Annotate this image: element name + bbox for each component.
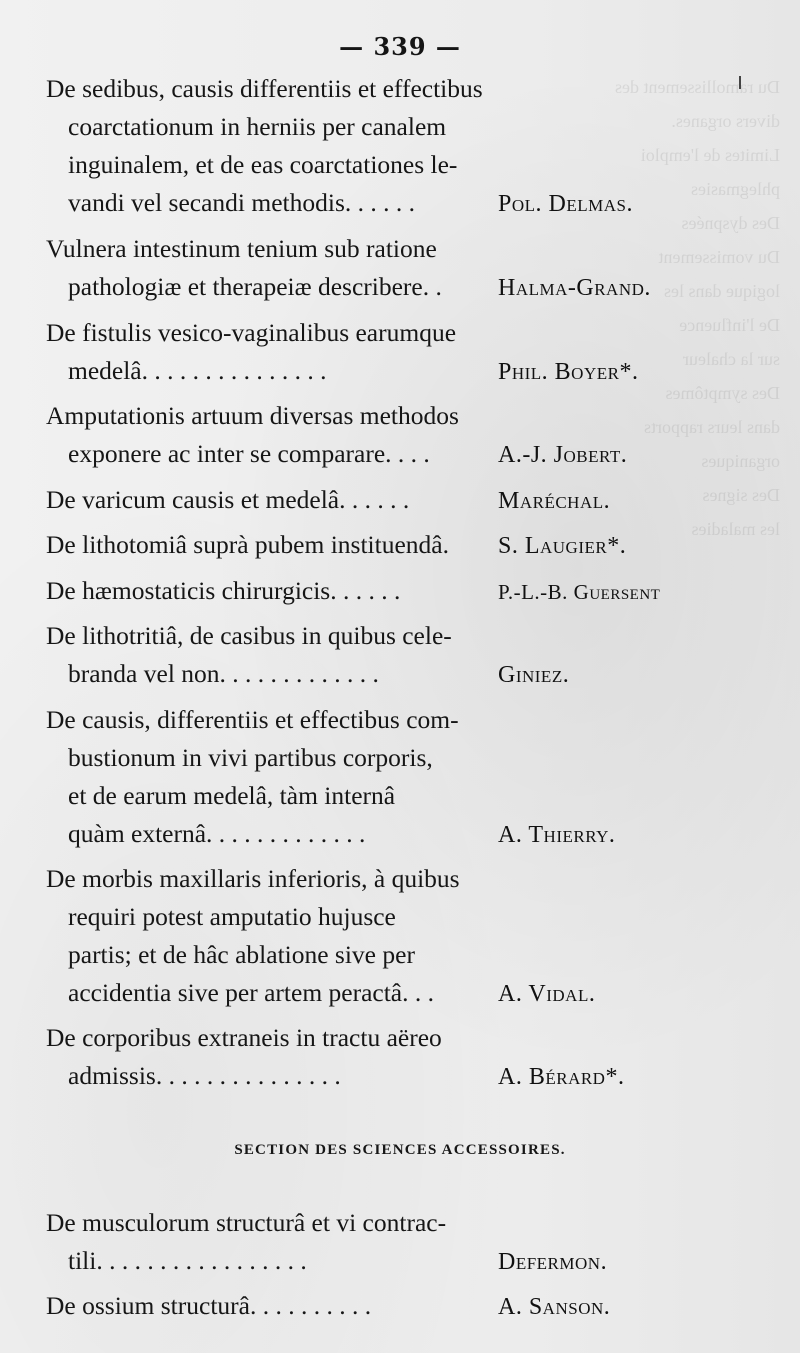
entry-6-author: S. Laugier*. — [498, 533, 627, 559]
section-entry-1-line-2: tili. . . . . . . . . . . . . . . . . — [68, 1246, 307, 1275]
entry-9-line-2: bustionum in vivi partibus corporis, — [68, 743, 433, 772]
entry-11-author: A. Bérard*. — [498, 1064, 625, 1090]
entry-1-line-3: inguinalem, et de eas coarctationes le- — [68, 150, 458, 179]
entry-10-line-2: requiri potest amputatio hujusce — [68, 902, 396, 931]
entry-1-line-1: De sedibus, causis differentiis et effectibus — [46, 74, 483, 103]
margin-mark — [739, 76, 741, 89]
entry-3-line-2: medelâ. . . . . . . . . . . . . . . — [68, 356, 327, 385]
section-entry-1-line-1: De musculorum structurâ et vi contrac- — [46, 1208, 447, 1237]
entry-2-line-2: pathologiæ et therapeiæ describere. . — [68, 272, 442, 301]
entry-5-author: Maréchal. — [498, 488, 611, 514]
entry-7-line-1: De hæmostaticis chirurgicis. . . . . . — [46, 576, 401, 605]
section-heading: SECTION DES SCIENCES ACCESSOIRES. — [234, 1142, 566, 1158]
entry-11-line-2: admissis. . . . . . . . . . . . . . . — [68, 1061, 341, 1090]
entry-3-author: Phil. Boyer*. — [498, 359, 639, 385]
entry-6-line-1: De lithotomiâ suprà pubem instituendâ. — [46, 530, 449, 559]
entry-8-line-1: De lithotritiâ, de casibus in quibus cele- — [46, 621, 452, 650]
entry-11-line-1: De corporibus extraneis in tractu aëreo — [46, 1023, 442, 1052]
section-entry-1-author: Defermon. — [498, 1249, 608, 1275]
section-entry-2-author: A. Sanson. — [498, 1294, 611, 1320]
page-number: — 339 — — [339, 32, 461, 61]
entry-10-line-4: accidentia sive per artem peractâ. . . — [68, 978, 435, 1007]
entry-8-line-2: branda vel non. . . . . . . . . . . . . — [68, 659, 379, 688]
entry-10-author: A. Vidal. — [498, 981, 596, 1007]
entry-2-line-1: Vulnera intestinum tenium sub ratione — [46, 234, 437, 263]
entry-1-line-2: coarctationum in herniis per canalem — [68, 112, 447, 141]
entry-4-line-2: exponere ac inter se comparare. . . . — [68, 439, 430, 468]
entry-7-author: P.-L.-B. Guersent — [498, 580, 661, 604]
entry-9-line-3: et de earum medelâ, tàm internâ — [68, 781, 396, 810]
section-entry-2-line-1: De ossium structurâ. . . . . . . . . . — [46, 1291, 372, 1320]
entry-1-line-4: vandi vel secandi methodis. . . . . . — [68, 188, 416, 217]
entry-3-line-1: De fistulis vesico-vaginalibus earumque — [46, 318, 457, 347]
entry-4-line-1: Amputationis artuum diversas methodos — [46, 401, 459, 430]
entry-9-line-4: quàm externâ. . . . . . . . . . . . . — [68, 819, 366, 848]
entry-10-line-3: partis; et de hâc ablatione sive per — [68, 940, 415, 969]
entry-10-line-1: De morbis maxillaris inferioris, à quibus — [46, 864, 460, 893]
entry-5-line-1: De varicum causis et medelâ. . . . . . — [46, 485, 410, 514]
entry-8-author: Giniez. — [498, 662, 570, 688]
show-through-texture: Du ramollissement des divers organes. Limites de l'emploi phlegmasies Des dyspnées Du vomissement logique dans les De l'influence sur la chaleur Des symptômes dans leurs rapports organiques Des signes les maladies — [615, 77, 780, 539]
entry-9-author: A. Thierry. — [498, 822, 616, 848]
entry-9-line-1: De causis, differentiis et effectibus com- — [46, 705, 459, 734]
entry-1-author: Pol. Delmas. — [498, 191, 633, 217]
entry-4-author: A.-J. Jobert. — [498, 442, 628, 468]
entry-2-author: Halma-Grand. — [498, 275, 651, 301]
